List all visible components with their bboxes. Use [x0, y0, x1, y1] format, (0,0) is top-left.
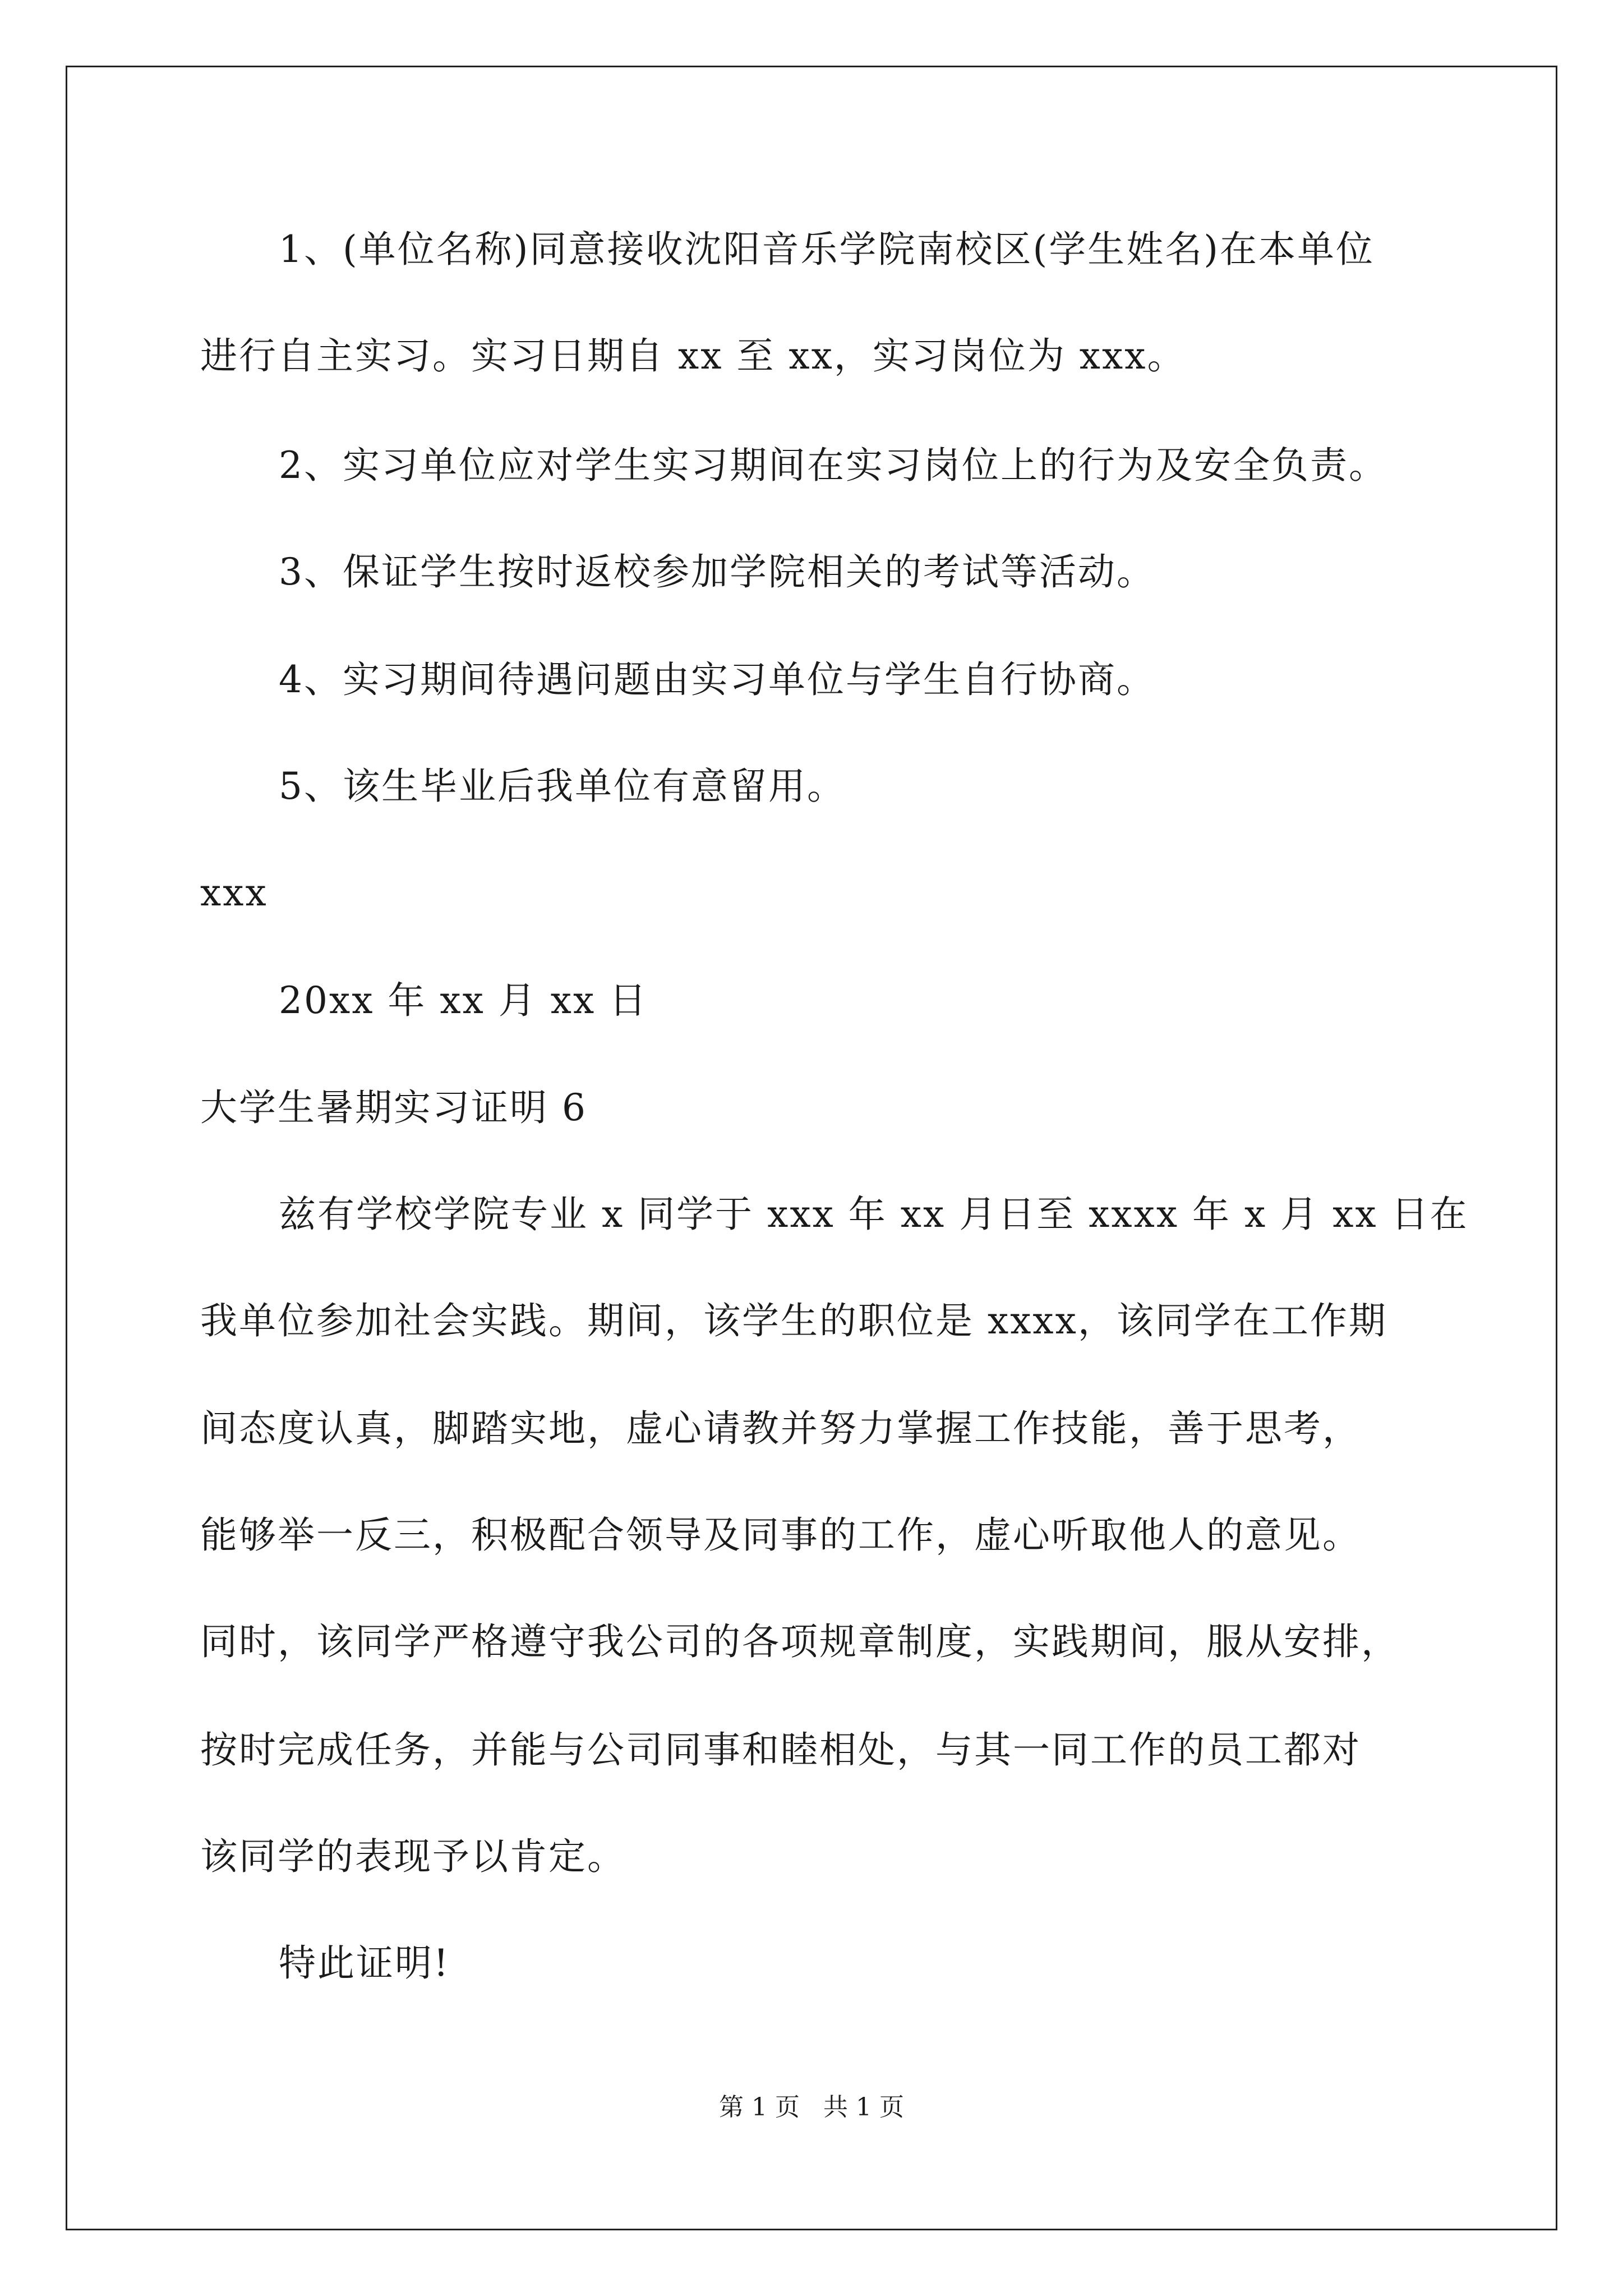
section-title: 大学生暑期实习证明 6: [200, 1086, 587, 1129]
closing-line: 特此证明!: [279, 1941, 450, 1985]
paragraph-line: 同时，该同学严格遵守我公司的各项规章制度，实践期间，服从安排，: [200, 1620, 1400, 1663]
signature-line: xxx: [200, 871, 268, 914]
paragraph-line: 3、保证学生按时返校参加学院相关的考试等活动。: [279, 550, 1155, 593]
paragraph-line: 我单位参加社会实践。期间，该学生的职位是 xxxx，该同学在工作期: [200, 1299, 1387, 1342]
paragraph-line: 能够举一反三，积极配合领导及同事的工作，虚心听取他人的意见。: [200, 1513, 1361, 1557]
paragraph-line: 进行自主实习。实习日期自 xx 至 xx，实习岗位为 xxx。: [200, 334, 1186, 378]
date-line: 20xx 年 xx 月 xx 日: [279, 979, 648, 1022]
page-border: [66, 66, 1557, 2230]
paragraph-line: 按时完成任务，并能与公司同事和睦相处，与其一同工作的员工都对: [200, 1728, 1361, 1772]
paragraph-line: 2、实习单位应对学生实习期间在实习岗位上的行为及安全负责。: [279, 444, 1387, 487]
paragraph-line: 4、实习期间待遇问题由实习单位与学生自行协商。: [279, 658, 1155, 701]
page-footer: 第 1 页 共 1 页: [719, 2093, 904, 2122]
paragraph-line: 兹有学校学院专业 x 同学于 xxx 年 xx 月日至 xxxx 年 x 月 xx 日在: [279, 1193, 1469, 1236]
paragraph-line: 5、该生毕业后我单位有意留用。: [279, 765, 846, 808]
paragraph-line: 该同学的表现予以肯定。: [200, 1835, 626, 1878]
paragraph-line: 1、(单位名称)同意接收沈阳音乐学院南校区(学生姓名)在本单位: [279, 228, 1375, 271]
paragraph-line: 间态度认真，脚踏实地，虚心请教并努力掌握工作技能，善于思考，: [200, 1407, 1361, 1450]
